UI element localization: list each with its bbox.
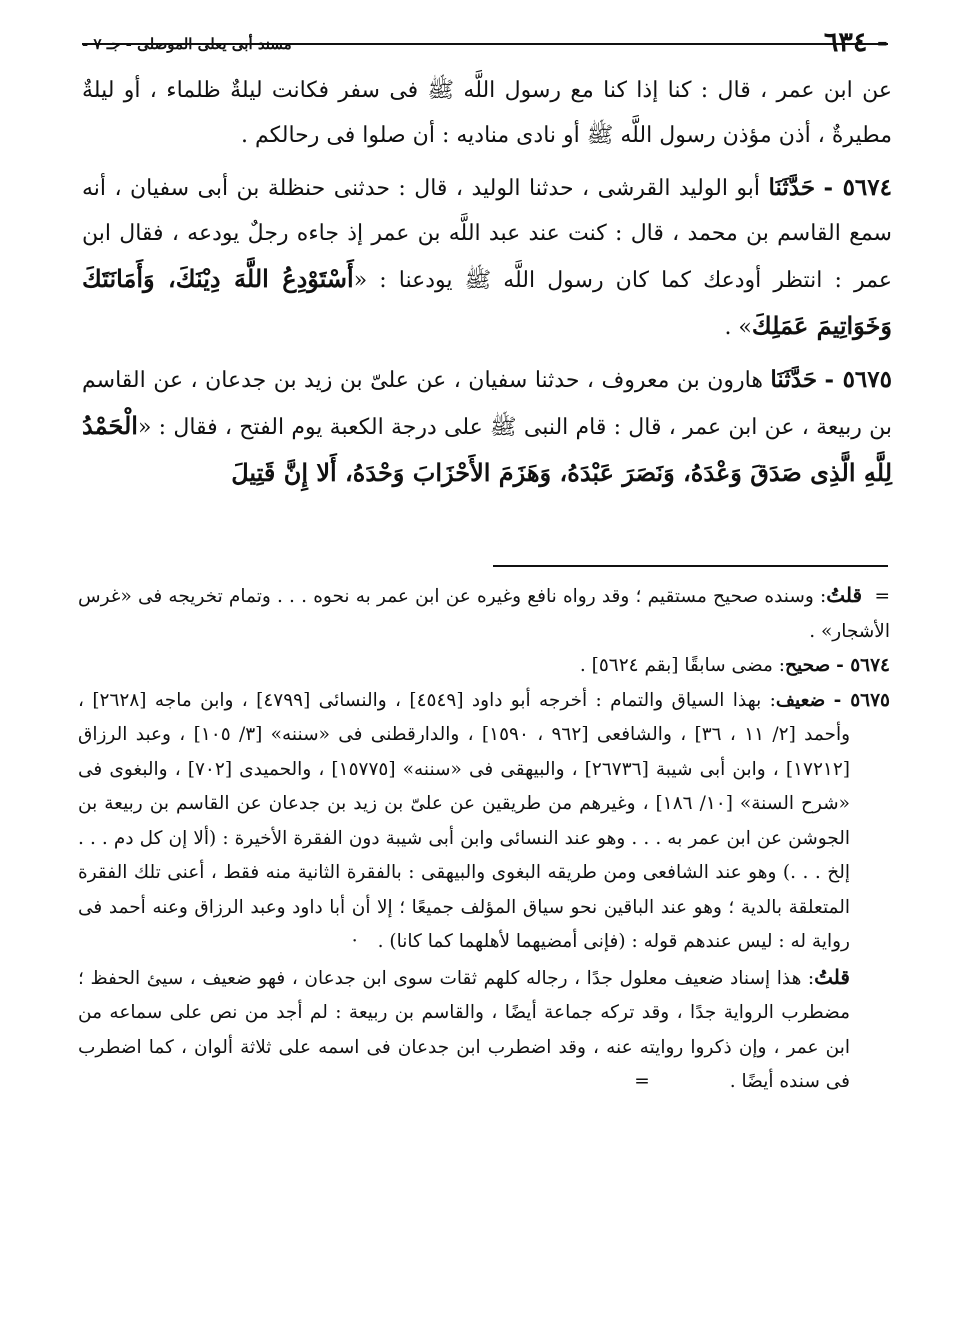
grade: صحيح bbox=[785, 655, 831, 676]
hadith-text: أبو الوليد القرشى ، حدثنا الوليد ، قال : حدثنى حنظلة بن أبى سفيان ، أنه سمع القاسم بن محمد ، قال : كنت عند عبد اللَّه بن عمر إذ جاءه رجلٌ يودعه ، فقال ابن عمر : انتظر أودعك كما كان رسول اللَّه ﷺ يودعنا : « bbox=[82, 176, 892, 293]
footnotes bbox=[78, 578, 890, 1100]
note-number: ٥٦٧٤ - bbox=[836, 655, 890, 676]
hadith-number: ٥٦٧٤ - bbox=[823, 174, 892, 201]
hadith-text: هارون بن معروف ، حدثنا سفيان ، عن علىّ بن زيد بن جدعان ، عن القاسم بن ربيعة ، عن ابن عمر ، قال : قام النبى ﷺ على درجة الكعبة يوم الفتح ، فقال : « bbox=[82, 368, 892, 440]
book-title: مسند أبى يعلى الموصلى - جـ ٧ - bbox=[82, 35, 292, 53]
hadith-5674 bbox=[82, 165, 892, 350]
note-text: : هذا إسناد ضعيف معلول جدًا ، رجاله كلهم ثقات سوى ابن جدعان ، فهو ضعيف ، سيئ الحفظ ؛ مضطرب الرواية جدًا ، وقد تركه جماعة أيضًا ، والقاسم بن ربيعة : لم أجد من نص على سماعه من ابن عمر ، وإن ذكروا روايته عنه ، وقد اضطرب ابن جدعان فى اسمه على ثلاثة ألوان ، كما اضطرب فى سنده أيضًا . bbox=[78, 967, 850, 1092]
hadith-opening-word: حَدَّثَنَا bbox=[770, 366, 818, 393]
continuation-marker: = bbox=[874, 586, 890, 607]
hadith-number: ٥٦٧٥ - bbox=[824, 366, 892, 393]
hadith-continuation: عن ابن عمر ، قال : كنا إذا كنا مع رسول اللَّه ﷺ فى سفر فكانت ليلةٌ ظلماء ، أو ليلةٌ مطيرةٌ ، أذن مؤذن رسول اللَّه ﷺ أو نادى مناديه : أن صلوا فى رحالكم . bbox=[82, 78, 892, 148]
hadith-text-end: » . bbox=[724, 315, 752, 340]
footnote-continuation bbox=[78, 578, 890, 649]
note-label: قلتُ bbox=[814, 964, 850, 989]
note-number: ٥٦٧٥ - bbox=[833, 689, 890, 711]
hadith-opening-word: حَدَّثَنَا bbox=[768, 174, 816, 201]
main-text bbox=[82, 68, 892, 497]
prophetic-quote: أَسْتَوْدِعُ اللَّهَ دِيْنَكَ، وَأَمَانَتَكَ وَخَوَاتِيمَ عَمَلِكَ bbox=[82, 264, 892, 340]
prophetic-quote: الْحَمْدُ لِلَّهِ الَّذِى صَدَقَ وَعْدَهُ، وَنَصَرَ عَبْدَهُ، وَهَزَمَ الأَحْزَابَ وَحْدَهُ، أَلا إِنَّ قَتِيلَ bbox=[82, 411, 892, 487]
footnote-separator bbox=[493, 565, 888, 567]
grade: ضعيف bbox=[775, 689, 826, 711]
hadith-5675 bbox=[82, 357, 892, 497]
footnote-5674 bbox=[78, 649, 890, 684]
continues-marker: = bbox=[634, 1071, 650, 1092]
note-label: قلتُ bbox=[826, 583, 863, 607]
stray-dot: · bbox=[351, 931, 358, 952]
note-text: : بهذا السياق والتمام : أخرجه أبو داود [٤٥٤٩] ، والنسائى [٤٧٩٩] ، وابن ماجه [٢٦٢٨] ، وأحمد [٢/ ١١ ، ٣٦] ، والشافعى [٩٦٢ ، ١٥٩٠] ، والدارقطنى فى «سننه» [٣/ ١٠٥] ، وعبد الرزاق [١٧٢١٢] ، وابن أبى شيبة [٢٦٧٣٦] ، والبيهقى فى «سننه» [١٥٧٧٥] ، والحميدى [٧٠٢] ، والبغوى فى «شرح السنة» [١٠/ ١٨٦] ، وغيرهم من طريقين عن علىّ بن زيد بن جدعان عن القاسم بن ربيعة بن الجوشن عن ابن عمر به . . . وهو عند النسائى وابن أبى شيبة دون الفقرة الأخيرة : (ألا إن كل دم . . . إلخ . . .) وهو عند الشافعى ومن طريقه البغوى والبيهقى : بالفقرة الثانية منه فقط ، أعنى تلك الفقرة المتعلقة بالدية ؛ وهو عند الباقين نحو سياق المؤلف جميعًا ؛ إلا أن أبا داود وعبد الرزاق وعنه أحمد فى رواية له : ليس عندهم قوله : (فإنى أمضيهما لأهلهما كما كانا) . bbox=[78, 689, 851, 952]
header-rule bbox=[82, 43, 888, 45]
note-text: : وسنده صحيح مستقيم ؛ وقد رواه نافع وغيره عن ابن عمر به نحوه . . . وتمام تخريجه فى «غرس الأشجار» . bbox=[78, 586, 890, 642]
page-number: - ٦٣٤ bbox=[823, 27, 888, 58]
footnote-comment bbox=[78, 960, 890, 1100]
footnote-5675 bbox=[78, 684, 890, 960]
note-text: : مضى سابقًا [بقم ٥٦٢٤] . bbox=[579, 655, 786, 676]
